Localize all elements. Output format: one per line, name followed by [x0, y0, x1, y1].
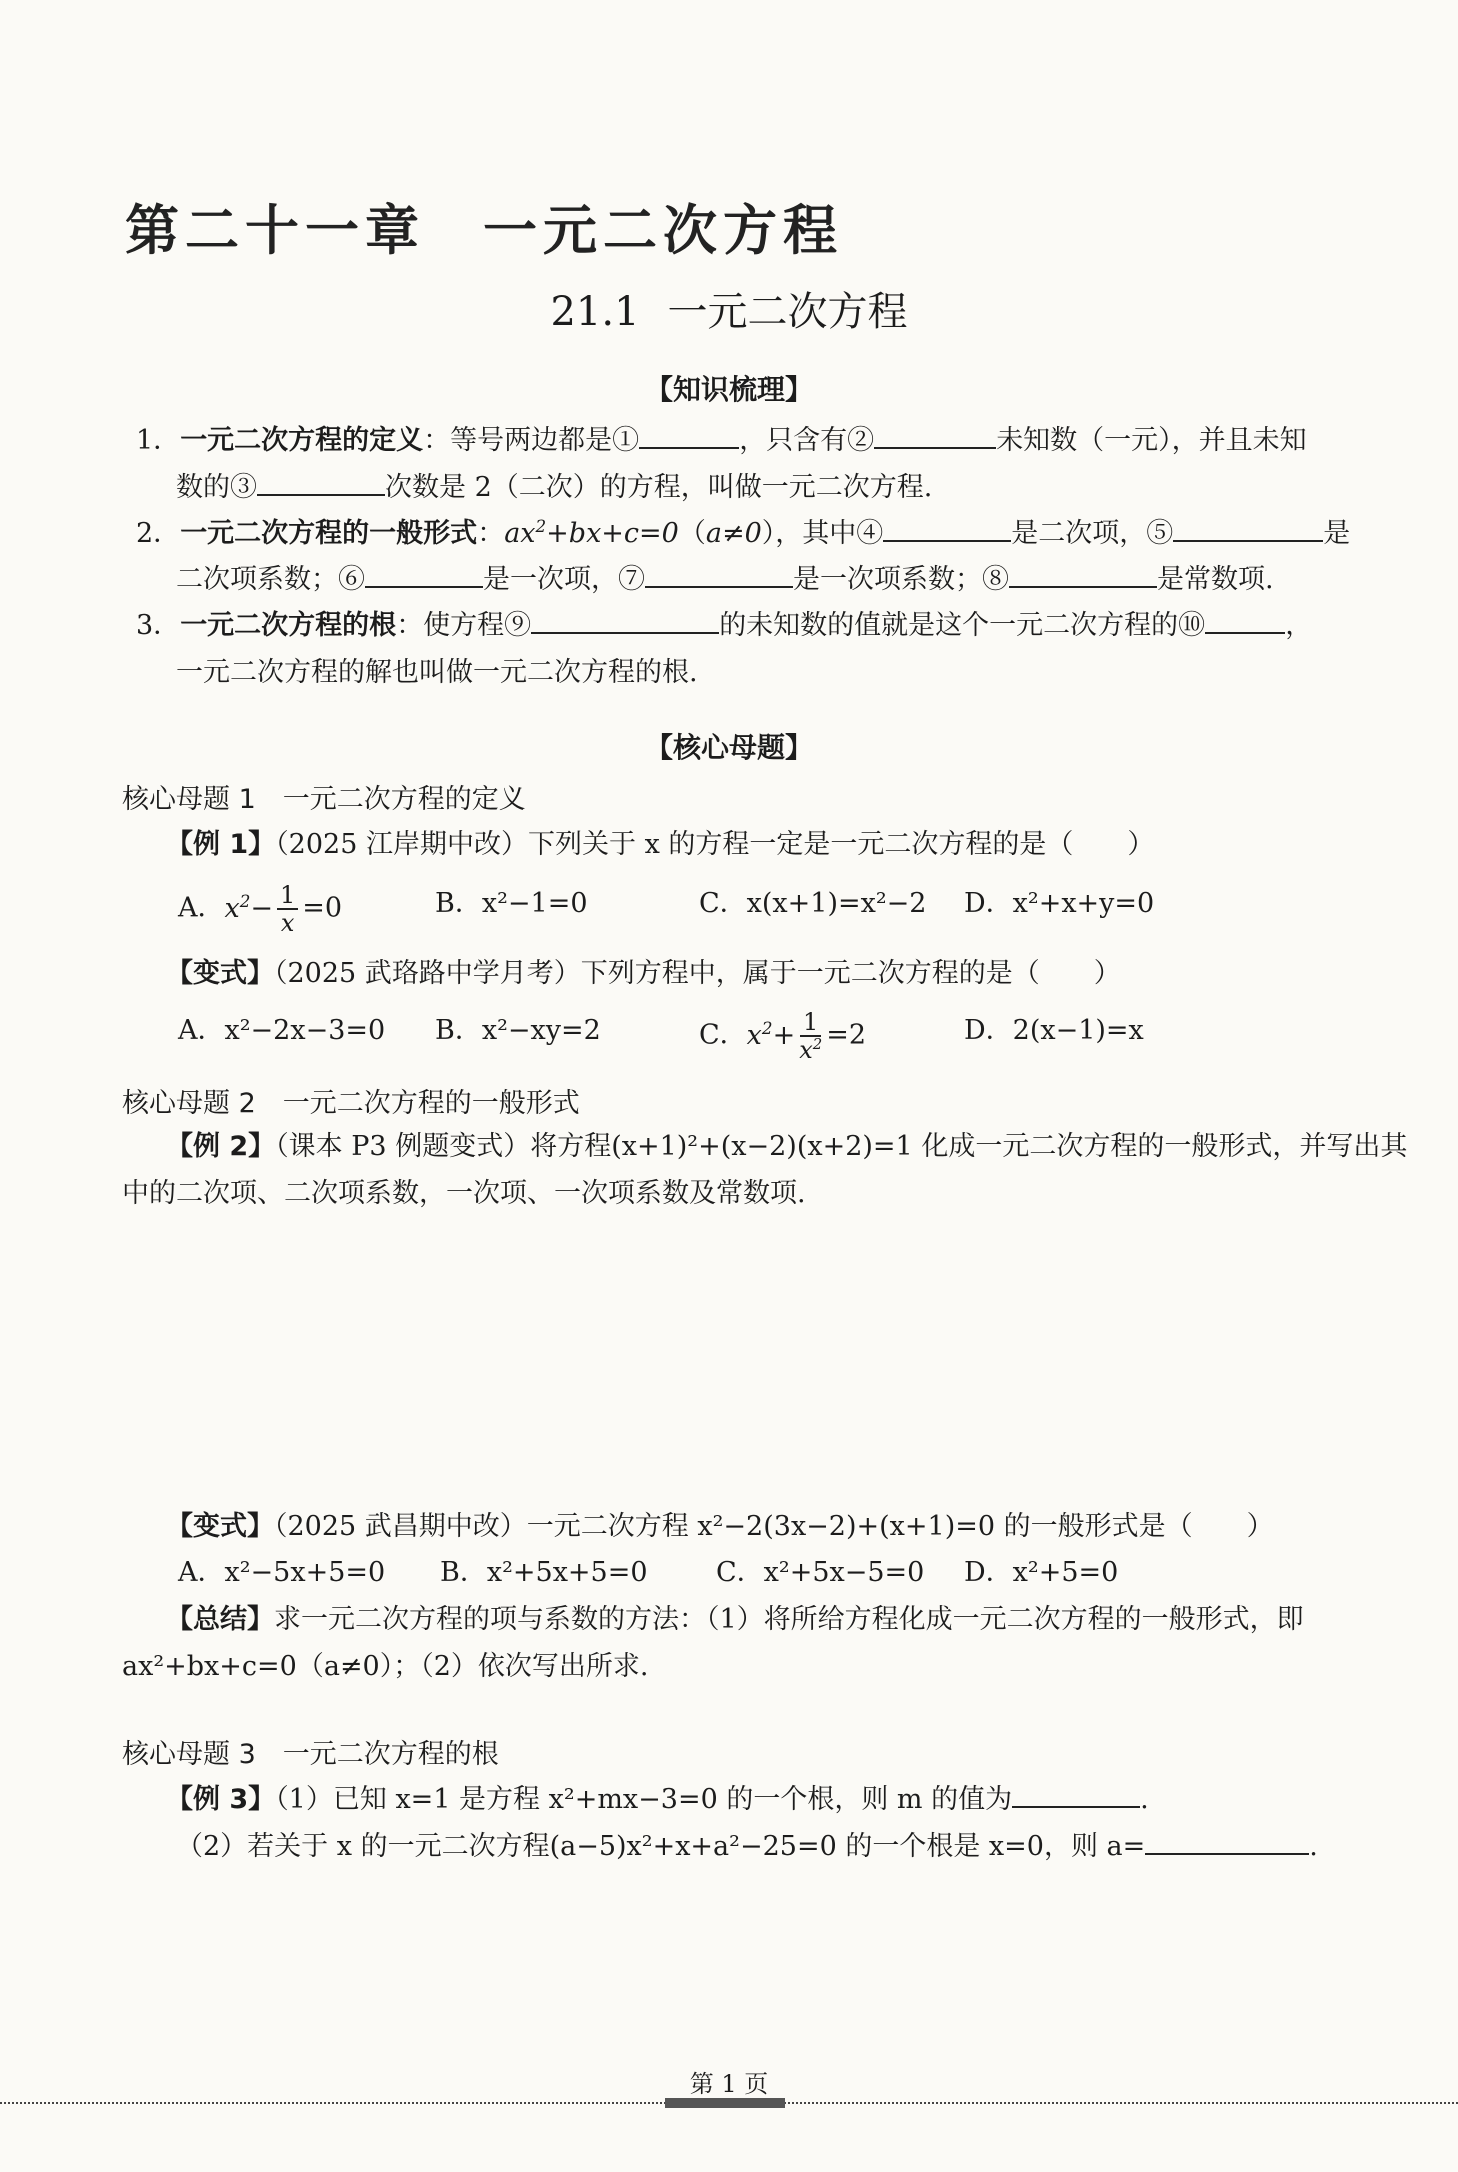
item-number: 2． — [136, 518, 181, 549]
fill-blank[interactable] — [883, 516, 1011, 542]
option-a-formula: $x^2-$ — [224, 890, 274, 924]
chapter-name: 一元二次方程 — [483, 198, 843, 262]
item-text: 的未知数的值就是这个一元二次方程的⑩ — [719, 610, 1206, 641]
example-3-q2 — [176, 1825, 1318, 1869]
item-text: 二次项系数；⑥ — [176, 564, 365, 595]
page-number: 第 1 页 — [689, 2070, 769, 2098]
item-text: ， — [1285, 610, 1313, 641]
example-label: 【例 3】 — [166, 1784, 276, 1815]
item-term: 一元二次方程的定义 — [180, 425, 424, 456]
variant-source: （2025 武珞路中学月考） — [274, 958, 581, 989]
example-3-q1 — [166, 1778, 1149, 1822]
fill-blank[interactable] — [639, 423, 739, 449]
knowledge-item-2 — [136, 512, 1350, 556]
variant-source: （2025 武昌期中改） — [274, 1511, 527, 1542]
summary — [166, 1598, 1304, 1642]
item-text: ：使方程⑨ — [396, 610, 532, 641]
option-d[interactable]: D．x²+5=0 — [964, 1557, 1119, 1588]
fill-blank[interactable] — [874, 423, 996, 449]
knowledge-heading: 【知识梳理】 — [644, 373, 813, 406]
fraction-1-over-x: $\frac{1}{x}$ — [277, 882, 298, 936]
item-text: 是 — [1323, 518, 1351, 549]
option-a[interactable]: A．$x^2-$ $\frac{1}{x}$ =0 — [178, 881, 343, 937]
option-a[interactable]: A．x²−5x+5=0 — [178, 1557, 386, 1588]
item-term: 一元二次方程的一般形式 — [180, 518, 478, 549]
question-text: . — [1309, 1831, 1318, 1862]
variant-label: 【变式】 — [166, 1511, 274, 1542]
chapter-title — [125, 188, 843, 265]
core-heading: 【核心母题】 — [644, 731, 813, 764]
item-text: ，只含有② — [739, 425, 875, 456]
core-1-title: 核心母题 1 一元二次方程的定义 — [122, 784, 526, 815]
item-text: 是常数项. — [1157, 564, 1274, 595]
item-number: 1． — [136, 425, 181, 456]
a-nonzero: a≠0 — [705, 518, 762, 549]
fill-blank[interactable] — [645, 562, 793, 588]
option-b[interactable]: B．x²−1=0 — [435, 888, 588, 919]
option-a[interactable]: A．x²−2x−3=0 — [178, 1015, 386, 1046]
knowledge-item-3 — [136, 604, 1312, 648]
item-text: 未知数（一元），并且未知 — [996, 425, 1307, 456]
option-d[interactable]: D．2(x−1)=x — [964, 1015, 1144, 1046]
fraction-1-over-x2: $\frac{1}{x^2}$ — [799, 1008, 823, 1064]
option-b[interactable]: B．x²+5x+5=0 — [440, 1557, 648, 1588]
item-text: ），其中④ — [761, 518, 884, 549]
option-b[interactable]: B．x²−xy=2 — [435, 1015, 601, 1046]
example-question: 下列关于 x 的方程一定是一元二次方程的是（ ） — [527, 829, 1155, 860]
knowledge-item-1-cont — [176, 466, 932, 510]
section-title — [0, 280, 1458, 337]
summary-text: 求一元二次方程的项与系数的方法：（1）将所给方程化成一元二次方程的一般形式，即 — [274, 1604, 1304, 1635]
example-label: 【例 2】 — [166, 1131, 276, 1162]
example-question: 将方程(x+1)²+(x−2)(x+2)=1 化成一元二次方程的一般形式，并写出其 — [530, 1131, 1408, 1162]
item-text: ： — [477, 518, 505, 549]
item-term: 一元二次方程的根 — [180, 610, 397, 641]
option-label: C． — [699, 1019, 747, 1051]
option-label: A． — [178, 892, 225, 924]
example-source: （2025 江岸期中改） — [275, 829, 528, 860]
item-number: 3． — [136, 610, 181, 641]
example-2-cont: 中的二次项、二次项系数，一次项、一次项系数及常数项. — [122, 1178, 806, 1209]
example-1 — [166, 823, 1154, 867]
example-label: 【例 1】 — [166, 829, 276, 860]
fill-blank[interactable] — [365, 562, 483, 588]
option-c[interactable]: C．x(x+1)=x²−2 — [699, 888, 927, 919]
example-2 — [166, 1125, 1407, 1169]
variant-1 — [166, 952, 1121, 996]
knowledge-item-3-cont: 一元二次方程的解也叫做一元二次方程的根. — [176, 657, 698, 688]
knowledge-item-1 — [136, 419, 1307, 463]
option-d[interactable]: D．x²+x+y=0 — [964, 888, 1155, 919]
section-number: 21.1 — [550, 289, 640, 335]
core-2-title: 核心母题 2 一元二次方程的一般形式 — [122, 1088, 580, 1119]
summary-label: 【总结】 — [166, 1604, 274, 1635]
item-text: 次数是 2（二次）的方程，叫做一元二次方程. — [385, 472, 933, 503]
question-text: （2）若关于 x 的一元二次方程(a−5)x²+x+a²−25=0 的一个根是 x=0，则 a= — [176, 1831, 1146, 1862]
core-3-title: 核心母题 3 一元二次方程的根 — [122, 1739, 499, 1770]
knowledge-item-2-cont — [176, 558, 1274, 602]
fill-blank[interactable] — [1009, 562, 1157, 588]
option-c[interactable]: C．x²+5x−5=0 — [716, 1557, 925, 1588]
question-text: . — [1140, 1784, 1149, 1815]
option-c[interactable]: C．$x^2+$ $\frac{1}{x^2}$ =2 — [699, 1008, 867, 1064]
variant-question: 下列方程中，属于一元二次方程的是（ ） — [580, 958, 1121, 989]
variant-label: 【变式】 — [166, 958, 274, 989]
variant-question: 一元二次方程 x²−2(3x−2)+(x+1)=0 的一般形式是（ ） — [526, 1511, 1274, 1542]
item-text: （ — [678, 518, 706, 549]
fill-blank[interactable] — [1173, 516, 1323, 542]
answer-blank[interactable] — [1012, 1782, 1140, 1808]
fill-blank[interactable] — [531, 608, 719, 634]
section-name: 一元二次方程 — [667, 289, 908, 335]
example-source: （课本 P3 例题变式） — [275, 1131, 531, 1162]
general-form-formula: $ax^2+bx+c=0$ — [504, 516, 679, 549]
footer-bar — [665, 2098, 785, 2108]
fill-blank[interactable] — [257, 470, 385, 496]
chapter-number: 第二十一章 — [125, 198, 425, 262]
item-text: 是一次项，⑦ — [483, 564, 645, 595]
item-text: 数的③ — [176, 472, 257, 503]
item-text: 是二次项，⑤ — [1011, 518, 1174, 549]
item-text: ：等号两边都是① — [423, 425, 640, 456]
variant-2 — [166, 1505, 1274, 1549]
fill-blank[interactable] — [1205, 608, 1285, 634]
question-text: （1）已知 x=1 是方程 x²+mx−3=0 的一个根，则 m 的值为 — [275, 1784, 1013, 1815]
item-text: 是一次项系数；⑧ — [793, 564, 1009, 595]
answer-blank[interactable] — [1145, 1829, 1309, 1855]
summary-cont: ax²+bx+c=0（a≠0）；（2）依次写出所求. — [122, 1651, 649, 1682]
